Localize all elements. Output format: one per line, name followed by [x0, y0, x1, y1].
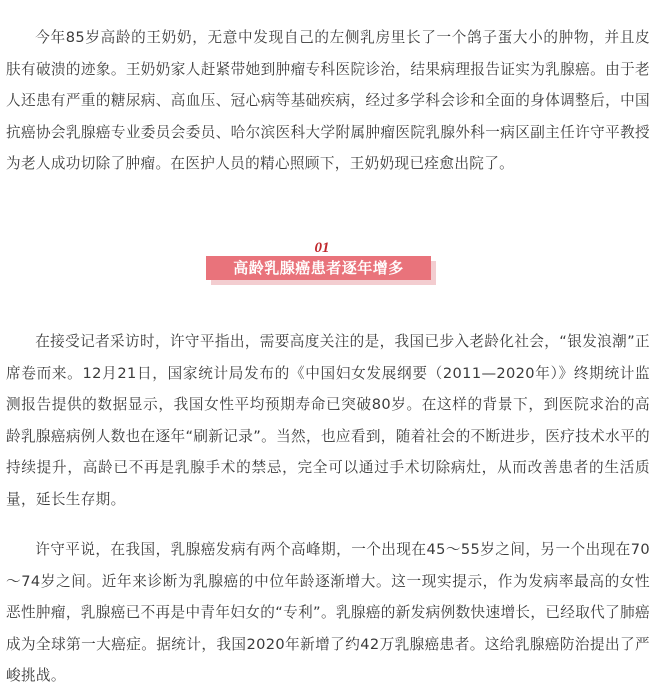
paragraph-statistics: 许守平说，在我国，乳腺癌发病有两个高峰期，一个出现在45～55岁之间，另一个出现在70～74岁之间。近年来诊断为乳腺癌的中位年龄逐渐增大。这一现实提示，作为发病率最高的女性恶性肿瘤，乳腺癌已不再是中青年妇女的“专利”。乳腺癌的新发病例数快速增长，已经取代了肺癌成为全球第一大癌症。据统计，我国2020年新增了约42万乳腺癌患者。这给乳腺癌防治提出了严峻挑战。 [6, 541, 650, 685]
section-heading [206, 240, 438, 288]
paragraph-interview: 在接受记者采访时，许守平指出，需要高度关注的是，我国已步入老龄化社会，“银发浪潮”正席卷而来。12月21日，国家统计局发布的《中国妇女发展纲要（2011—2020年）》终期统计监测报告提供的数据显示，我国女性平均预期寿命已突破80岁。在这样的背景下，到医院求治的高龄乳腺癌病例人数也在逐年“刷新记录”。当然，也应看到，随着社会的不断进步，医疗技术水平的持续提升，高龄已不再是乳腺手术的禁忌，完全可以通过手术切除病灶，从而改善患者的生活质量，延长生存期。 [6, 333, 650, 508]
section-number: 01 [314, 240, 330, 256]
paragraph-intro: 今年85岁高龄的王奶奶，无意中发现自己的左侧乳房里长了一个鸽子蛋大小的肿物，并且皮肤有破溃的迹象。王奶奶家人赶紧带她到肿瘤专科医院诊治，结果病理报告证实为乳腺癌。由于老人还患有严重的糖尿病、高血压、冠心病等基础疾病，经过多学科会诊和全面的身体调整后，中国抗癌协会乳腺癌专业委员会委员、哈尔滨医科大学附属肿瘤医院乳腺外科一病区副主任许守平教授为老人成功切除了肿瘤。在医护人员的精心照顾下，王奶奶现已痊愈出院了。 [6, 29, 650, 173]
section-title: 高龄乳腺癌患者逐年增多 [233, 259, 404, 277]
